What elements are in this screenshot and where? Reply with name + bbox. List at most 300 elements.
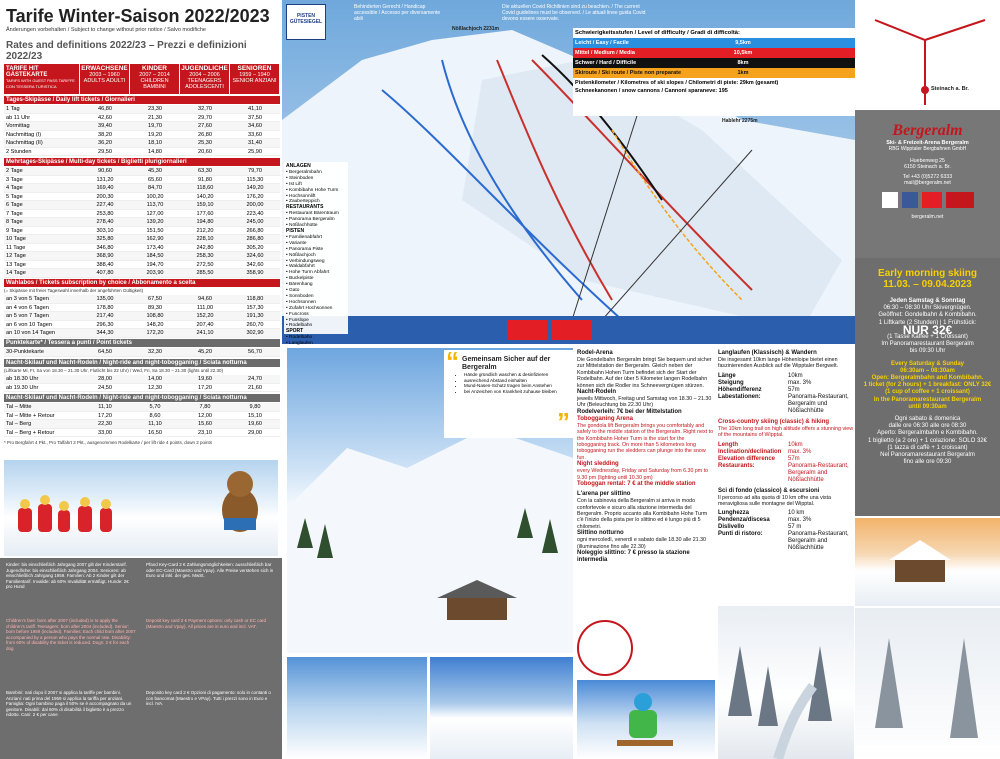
legend-item: • Variante (286, 240, 307, 246)
snow-cannons: Schneekanonen / snow cannons / Cannoni sparaneve: 195 (575, 88, 728, 94)
price-cell: 18,10 (148, 140, 162, 146)
fact-label: Restaurants: (718, 462, 755, 469)
row-label: 9 Tage (6, 227, 23, 234)
price-cell: 325,80 (96, 236, 114, 242)
table-row (4, 375, 280, 384)
legend-item: • Nößlachhütte (286, 223, 318, 229)
winter-forest-photo (718, 606, 854, 759)
price-cell: 260,70 (246, 321, 264, 328)
price-cell: 65,60 (148, 176, 162, 183)
price-cell: 135,00 (96, 296, 114, 302)
toboggan-rental-de: Rodelverleih: 7€ bei der Mittelstation (577, 408, 682, 415)
safety-title: Gemeinsam Sicher auf der Bergeralm (462, 356, 551, 371)
table-row (4, 312, 280, 321)
price-cell: 8,60 (149, 412, 161, 419)
price-cell: 191,30 (246, 313, 264, 319)
fact-value: Panorama-Restaurant, Bergeralm and Nößlachhütte (788, 531, 849, 552)
legend-item: • Buckelpiste (286, 276, 314, 282)
price-cell: 11,10 (148, 421, 162, 427)
table-row (4, 412, 280, 421)
price-cell: 45,30 (148, 168, 162, 174)
fact-value: max. 3% (788, 379, 812, 386)
region-map (855, 0, 1000, 110)
price-cell: 26,80 (198, 131, 212, 138)
subtitle: Änderungen vorbehalten / Subject to change without prior notice / Salvo modifiche (6, 27, 206, 33)
fact-value: max. 3% (788, 448, 812, 455)
price-cell: 258,30 (196, 253, 214, 259)
table-row (4, 269, 280, 278)
fact-value: 57m (788, 386, 800, 393)
early-en-1: Every Saturday & Sunday (890, 360, 965, 367)
row-label: 2 Stunden (6, 148, 32, 155)
difficulty-hard: Schwer / Hard / Difficile 8km (573, 58, 855, 68)
price-cell: 5,70 (149, 404, 161, 410)
price-cell: 242,80 (196, 244, 214, 251)
row-label: 5 Tage (6, 193, 23, 200)
col-teens: JUGENDLICHE 2004 – 2006 TEENAGERS ADOLESCENTI (180, 64, 230, 94)
price-cell: 305,20 (246, 244, 264, 251)
legend-item: • Kombibahn Hohe Turm (286, 187, 339, 193)
safety-item: • bei Anzeichen von Krankheit zuhause bleiben (464, 389, 557, 395)
row-label: an 10 von 14 Tagen (6, 330, 56, 336)
price-cell: 302,90 (246, 330, 264, 336)
table-row (4, 329, 280, 338)
price-cell: 19,20 (148, 131, 162, 138)
company-legal-name: RBG Wipptaler Bergbahnen GmbH (888, 146, 967, 152)
fact-value: Panorama-Restaurant, Bergeralm and Nößlachhütte (788, 462, 849, 483)
row-label: an 5 von 7 Tagen (6, 313, 49, 319)
price-cell: 39,40 (98, 123, 112, 129)
row-label: 6 Tage (6, 202, 23, 208)
early-skiing-box (855, 258, 1000, 516)
col-adults: ERWACHSENE 2003 – 1960 ADULTS ADULTI (80, 64, 130, 94)
legend-heading: RESTAURANTS (286, 204, 324, 211)
price-cell: 346,80 (96, 244, 114, 251)
fact-value: 10km (788, 441, 803, 448)
price-cell: 184,50 (146, 253, 164, 259)
access-note: Behinderten Gerecht / Handicap accessible / Accesso per diversamente abili (354, 4, 441, 22)
legend-item: • Hochsonnen (286, 299, 316, 305)
table-row (4, 131, 280, 140)
table-row (4, 193, 280, 202)
table-row (4, 304, 280, 313)
price-cell: 41,10 (248, 106, 262, 112)
row-label: Vormittag (6, 123, 30, 129)
price-cell: 159,10 (196, 202, 214, 208)
price-cell: 278,40 (96, 219, 114, 225)
early-it-6: Nel Panoramarestaurant Bergeralm (880, 452, 975, 459)
company-block (855, 110, 1000, 258)
difficulty-box (573, 28, 855, 116)
forest-art (718, 606, 854, 759)
early-it-1: Ogni sabato & domenica (894, 416, 961, 423)
legend-list (286, 235, 346, 330)
row-label: 8 Tage (6, 219, 23, 225)
rates-title: Rates and definitions 2022/23 – Prezzi e definizioni 2022/23 (6, 40, 247, 62)
difficulty-route: Skiroute / Ski route / Piste non preparate 1km (573, 68, 855, 78)
price-cell: 286,80 (246, 236, 264, 242)
table-row (4, 321, 280, 330)
table-daily (4, 105, 280, 156)
legend-item: • Steinboden (286, 175, 314, 181)
page-title: Tarife Winter-Saison 2022/2023 (6, 6, 270, 26)
legend-item: • Funcross (286, 311, 309, 317)
table-row (4, 114, 280, 123)
peak-label: Nößlachjoch 2231m (452, 26, 499, 32)
social-row (873, 192, 983, 210)
piste-km: Pistenkilometer / Kilometres of ski slopes / Chilometri di piste: 29km (gesamt) (575, 80, 779, 86)
night-toboggan-title-en: Night sledding (577, 461, 619, 468)
natural-toboggan-seal (577, 620, 633, 676)
price-cell: 241,10 (196, 330, 214, 336)
legend-heading: ANLAGEN (286, 163, 311, 169)
table-night1 (4, 375, 280, 392)
price-cell: 32,30 (148, 349, 162, 355)
table-points (4, 348, 280, 357)
early-it-4: 1 biglietto (a 2 ore) + 1 colazione: SOLO 32€ (868, 437, 987, 444)
peak-label: Hablehr 2275m (722, 118, 758, 124)
price-cell: 194,70 (146, 261, 164, 268)
legend-item: • Hohe Turm Abfahrt (286, 270, 330, 276)
toboggan-title-it: L'arena per slittino (577, 491, 631, 498)
price-cell: 17,20 (198, 384, 212, 391)
email[interactable]: mail@bergeralm.net (904, 180, 951, 186)
legend-item: • Familienabfahrt (286, 234, 323, 240)
price-cell: 344,30 (96, 330, 114, 336)
price-cell: 253,80 (96, 210, 114, 217)
price-cell: 20,60 (198, 148, 212, 155)
price-cell: 368,90 (96, 253, 114, 259)
xc-title-it: Sci di fondo (classico) & escursioni (718, 487, 820, 494)
legend-item: • Hochsonnlift (286, 193, 316, 199)
toboggan-rental-it: Noleggio slittino: 7 € presso la stazione intermedia (577, 549, 690, 563)
table-row (4, 201, 280, 210)
price-cell: 23,30 (148, 106, 162, 112)
price-cell: 45,20 (198, 349, 212, 355)
fact-value: 57 m (788, 524, 802, 531)
price-cell: 358,90 (246, 270, 264, 276)
xc-text-it: Il percorso ad alta quota di 10 km offre una vista meravigliosa sulle montagne del Wipptal. (718, 494, 831, 508)
row-label: 12 Tage (6, 253, 26, 259)
price-cell: 266,80 (246, 227, 264, 234)
price-cell: 42,60 (98, 114, 112, 121)
table-row (4, 176, 280, 185)
legend-item: • Funslope (286, 317, 309, 323)
price-cell: 63,30 (198, 168, 212, 174)
difficulty-easy: Leicht / Easy / Facile 9,5km (573, 38, 855, 48)
facebook-icon[interactable] (902, 192, 918, 208)
price-cell: 111,00 (196, 304, 214, 311)
kids-photo (4, 460, 278, 556)
price-cell: 118,80 (246, 296, 264, 302)
table-row (4, 167, 280, 176)
toboggan-text-it: Con la cabinovia della Bergeralm si arriva in modo confortevole e sicuro alla stazione intermedia del Bergeralm. Proprio accanto alla Kombibahn Hohe Turm c'è l'inizio della pista per lo slittino ed è lungo più di 5 chilometri. (577, 498, 708, 530)
legend-item: • Restaurant Bärentraum (286, 211, 339, 217)
row-label: 10 Tage (6, 236, 26, 242)
kids-text-it: Bambini: nati dopo il 2007 si applica la tariffe per bambini. Anziani: nati prima del 1959 si applica la tariffa per anziani. Famiglia: Ogni bambino paga il 50% se è accompagnato da un genitore. Disabili: dal 60% di disabilità il biglietto è a prezzo ridotto. Cani: 2 € per cane (6, 690, 132, 717)
website[interactable]: bergeralm.net (911, 214, 944, 220)
night-toboggan-text-en: every Wednesday, Friday and Saturday from 6.30 pm to 9.30 pm (lighting until 10.30 pm) (577, 468, 709, 481)
xc-facts-it (718, 510, 854, 552)
price-cell: 19,60 (198, 376, 212, 382)
price-cell: 56,70 (248, 349, 262, 355)
row-label: Tal – Mitte (6, 404, 32, 410)
price-cell: 24,50 (98, 384, 112, 391)
price-cell: 22,30 (98, 421, 112, 427)
phone[interactable]: Tel +43 (0)5272 6333 (902, 174, 953, 180)
fact-label: Höhendifferenz (718, 386, 762, 393)
price-cell: 172,20 (146, 330, 164, 336)
row-label: Tal – Berg + Retour (6, 429, 55, 436)
price-cell: 17,20 (98, 412, 112, 419)
row-label: 30-Punktekarte (6, 349, 44, 355)
xc-title-en: Cross-country skiing (classic) & hiking (718, 418, 830, 425)
early-it-5: (1 tazza di caffè + 1 croissant) (887, 444, 968, 451)
price-cell: 33,60 (248, 131, 262, 138)
price-cell: 178,80 (96, 304, 114, 311)
legend-item: • Rodelbahn (286, 323, 313, 329)
early-en-7: until 09:30am (908, 403, 947, 410)
address-line: 6150 Steinach a. Br. (904, 164, 951, 170)
price-cell: 21,30 (148, 114, 162, 121)
section-night1: Nacht-Skilauf und Nacht-Rodeln / Night-ride and night-tobogganing / Sciata notturna (4, 359, 280, 367)
price-cell: 15,60 (198, 421, 212, 427)
price-cell: 149,20 (246, 185, 264, 191)
price-cell: 176,20 (246, 193, 264, 200)
price-cell: 131,20 (96, 176, 114, 183)
table-multiday (4, 167, 280, 278)
snow-trees-photo (855, 608, 1000, 759)
cross-country-section (718, 350, 854, 552)
early-en-3: Open: Bergeralmbahn and Kombibahn. (871, 375, 984, 382)
price-cell: 200,00 (246, 202, 264, 208)
price-cell: 12,00 (198, 412, 212, 419)
toboggan-title-de: Rodel-Arena (577, 350, 613, 356)
row-label: 2 Tage (6, 168, 23, 174)
price-cell: 19,60 (248, 421, 262, 427)
toboggan-section (577, 350, 715, 564)
legend-item: • Sonnboden (286, 293, 314, 299)
table-row (4, 227, 280, 236)
price-cell: 162,90 (146, 236, 164, 242)
price-cell: 272,50 (196, 261, 214, 268)
price-cell: 324,60 (246, 253, 264, 259)
deposit-text-en: Deposit key card 2 € Payment options: only cash or EC card (Maestro and Vpay). All prices are in euro and incl. VAT. (146, 618, 267, 629)
fact-value: 10km (788, 372, 803, 379)
safety-item: • ausreichend Abstand einhalten (464, 378, 557, 384)
xc-text-de: Die insgesamt 10km lange Höhenloipe bietet einen faszinierenden Ausblick auf die Wipptaler Bergwelt. (718, 357, 839, 370)
kids-text-en: Children's fare: born after 2007 (included) is to apply the children's tariff. Teenagers: born after 2004 (included). Senior: born before 1959 (included). Families: Each child born after 2007 accompanied by a person who pays the normal rate. Disability: from 60% of disability the ticket is reduced. Dogs: 2 € for each dog (6, 618, 136, 651)
row-label: 7 Tage (6, 210, 23, 217)
price-cell: 37,50 (248, 114, 262, 121)
hut-art (855, 518, 1000, 606)
price-cell: 84,70 (148, 185, 162, 191)
xc-text-en: The 10km long trail on high altitude offers a stunning view of the mountains of Wipptal. (718, 425, 854, 439)
legend-item: • Zufahrt Hochsonnen (286, 305, 333, 311)
row-label: ab 11 Uhr (6, 114, 31, 121)
early-de-5: (1 Tasse Kaffee + 1 Croissant) (887, 334, 968, 341)
price-cell: 140,20 (196, 193, 214, 200)
price-column (0, 0, 282, 759)
legend-item: • Bergeralmbahn (286, 169, 322, 175)
early-de-1: Jeden Samstag & Sonntag (889, 298, 966, 304)
price-cell: 15,10 (248, 412, 262, 419)
early-price: NUR 32€ (902, 322, 953, 337)
price-cell: 203,90 (146, 270, 164, 276)
price-cell: 90,60 (98, 168, 112, 174)
table-subscription (4, 295, 280, 338)
price-cell: 33,00 (98, 429, 112, 436)
price-cell: 24,70 (248, 376, 262, 382)
table-row (4, 148, 280, 157)
xc-title-de: Langlaufen (Klassisch) & Wandern (718, 350, 817, 356)
section-multiday: Mehrtages-Skipässe / Multi-day tickets / Biglietti plurigiornalieri (4, 158, 280, 166)
price-cell: 407,80 (96, 270, 114, 276)
price-cell: 151,50 (146, 227, 164, 234)
covid-note: Die aktuellen Covid Richtlinien sind zu beachten. / The current Covid guidelines must be observed. / Le attuali linee guida Covid devono essere osservate. (502, 4, 646, 22)
legend-item: • Bärenhang (286, 282, 313, 288)
price-cell: 79,70 (248, 168, 262, 174)
xc-facts-de (718, 373, 854, 415)
table-row (4, 244, 280, 253)
table-night2 (4, 403, 280, 437)
price-cell: 296,30 (96, 321, 114, 328)
difficulty-title: Schwierigkeitsstufen / Level of difficulty / Gradi di difficoltà: (575, 30, 740, 36)
wipptal-icon[interactable] (946, 192, 974, 208)
safety-item: • Mund-Nasen-Schutz tragen beim Anstehen (464, 383, 557, 389)
price-cell: 108,80 (146, 313, 164, 319)
row-label: an 3 von 5 Tagen (6, 296, 49, 302)
qr-code-icon[interactable] (882, 192, 898, 208)
safety-box (444, 346, 574, 438)
section-subscription: Wahlabos / Tickets subscription by choice / Abbonamento a scelta (4, 279, 280, 287)
price-cell: 177,60 (196, 210, 214, 217)
fact-value: Panorama-Restaurant, Bergeralm und Nößlachhütte (788, 393, 849, 414)
price-cell: 28,00 (98, 376, 112, 382)
price-cell: 25,30 (198, 140, 212, 146)
kids-text-de: Kinder: bis einschließlich Jahrgang 2007 gilt der Kinderstarif. Jugendliche: bis einschließlich Jahrgang 2004. Senioren: ab einschließlich Jahrgang 1959. Familien: Ab 2 Kinder gilt der Familientarif. Invalide: ab 60% Invalidität ermäßigt. Hunde: 2€ pro Hund (6, 562, 129, 589)
table-row (4, 235, 280, 244)
row-label: 4 Tage (6, 185, 23, 191)
early-skiing-title: Early morning skiing (878, 268, 977, 279)
early-en-2: 06:30am – 08:30am (900, 367, 955, 374)
price-cell: 227,40 (96, 202, 114, 208)
toboggan-title-en: Tobogganing Arena (577, 415, 633, 422)
address-line: Huebenweg 25 (910, 158, 945, 164)
col-seniors: SENIOREN 1959 – 1940 SENIOR ANZIANI (230, 64, 280, 94)
early-en-5: (1 cup of coffee + 1 croissant) (885, 389, 970, 396)
quote-close-icon: ” (557, 407, 570, 437)
early-en-6: In the Panoramarestaurant Bergeralm (873, 396, 982, 403)
company-name: Ski- & Freizeit-Arena Bergeralm (886, 140, 969, 146)
table-row (4, 348, 280, 357)
legend-item: • Rodelbahn (286, 335, 313, 341)
price-cell: 14,80 (148, 148, 162, 155)
bergeralm-logo: Bergeralm (892, 122, 963, 139)
difficulty-medium: Mittel / Medium / Media 10,5km (573, 48, 855, 58)
legend-item: • Waldabfahrt (286, 264, 315, 270)
price-cell: 228,10 (196, 236, 214, 242)
price-cell: 64,50 (98, 349, 112, 355)
row-label: ab 18.30 Uhr (6, 376, 39, 382)
price-cell: 16,50 (148, 429, 162, 436)
price-cell: 157,30 (246, 304, 264, 311)
price-cell: 113,70 (146, 202, 164, 208)
footnote: * Pro Bergfahrt 4 Pkt., Pro Talfahrt 2 Pkt., ausgenommen Rodelkarte / per lift ride 4 points, down 2 points (4, 440, 213, 445)
price-cell: 115,30 (246, 176, 264, 183)
fact-label: Punti di ristoro: (718, 531, 763, 538)
price-cell: 7,80 (199, 404, 211, 410)
legend-item: • Ist Lift (286, 181, 302, 187)
fact-label: Dislivello (718, 524, 745, 531)
deposit-text-it: Deposito key card 2 € Opzioni di pagamento: solo in contanti o con bancomat (Maestro e VPay). Tutti i prezzi sono in Euro e incl. IVA. (146, 690, 271, 706)
legend-list (286, 170, 346, 205)
fact-value: max. 3% (788, 517, 812, 524)
row-label: Tal – Mitte + Retour (6, 412, 55, 419)
row-label: Nachmittag (I) (6, 131, 42, 138)
row-label: an 6 von 10 Tagen (6, 321, 52, 328)
legend-list (286, 211, 346, 229)
row-label: Nachmittag (II) (6, 140, 43, 146)
early-skiing-dates: 11.03. – 09.04.2023 (883, 279, 972, 290)
price-cell: 46,80 (98, 106, 112, 112)
price-cell: 11,10 (98, 404, 112, 410)
section-daily: Tages-Skipässe / Daily lift tickets / Giornalieri (4, 96, 280, 104)
price-cell: 29,70 (198, 114, 212, 121)
price-cell: 19,70 (148, 123, 162, 129)
night-toboggan-title-it: Slittino notturno (577, 530, 624, 537)
price-cell: 25,90 (248, 148, 262, 155)
fact-label: Steigung (718, 379, 744, 386)
price-cell: 169,40 (96, 185, 114, 191)
price-cell: 194,80 (196, 219, 214, 225)
early-it-2: dalle ore 06:30 alle ore 08:30 (888, 423, 967, 430)
price-cell: 91,80 (198, 176, 212, 183)
table-row (4, 184, 280, 193)
table-row (4, 403, 280, 412)
xc-facts-en (718, 442, 854, 484)
deposit-text-de: Pfand Key-Card 2 € Zahlungsmöglichkeiten: ausschließlich bar oder EC-Card (Maestro und Vpay). Alle Preise verstehen sich in Euro und inkl. der ges. MwSt. (146, 562, 274, 578)
early-de-6: Im Panoramarestaurant Bergeralm (881, 341, 974, 348)
fact-label: Length (718, 441, 738, 448)
kids-photo-art (4, 460, 278, 556)
location-label: Steinach a. Br. (931, 86, 969, 92)
section-night2: Nacht-Skilauf und Nacht-Rodeln / Night-ride and night-tobogganing / Sciata notturna (4, 394, 280, 402)
price-cell: 148,20 (146, 321, 164, 328)
legend-heading: PISTEN (286, 227, 305, 234)
table-row (4, 261, 280, 270)
price-cell: 217,40 (96, 313, 114, 319)
fact-value: 10 km (788, 510, 805, 517)
table-row (4, 420, 280, 429)
row-label: an 4 von 6 Tagen (6, 304, 49, 311)
price-cell: 89,30 (148, 304, 162, 311)
price-cell: 303,10 (96, 227, 114, 234)
price-cell: 14,00 (148, 376, 162, 382)
table-row (4, 429, 280, 438)
early-en-4: 1 ticket (for 2 hours) + 1 breakfast: ONLY 32€ (863, 382, 992, 389)
price-cell: 9,80 (249, 404, 261, 410)
price-cell: 173,40 (146, 244, 164, 251)
tirol-icon[interactable] (922, 192, 942, 208)
early-it-7: fino alle ore 09:30 (903, 459, 952, 466)
table-row (4, 295, 280, 304)
row-label: Tal – Berg (6, 421, 32, 427)
snow-trees-art (855, 608, 1000, 759)
subscription-note: (= Skipässe mit freier Tageswahl innerhalb der angeführten Gültigkeit) (4, 288, 144, 293)
map-legend (284, 162, 348, 347)
price-cell: 118,60 (196, 185, 214, 191)
